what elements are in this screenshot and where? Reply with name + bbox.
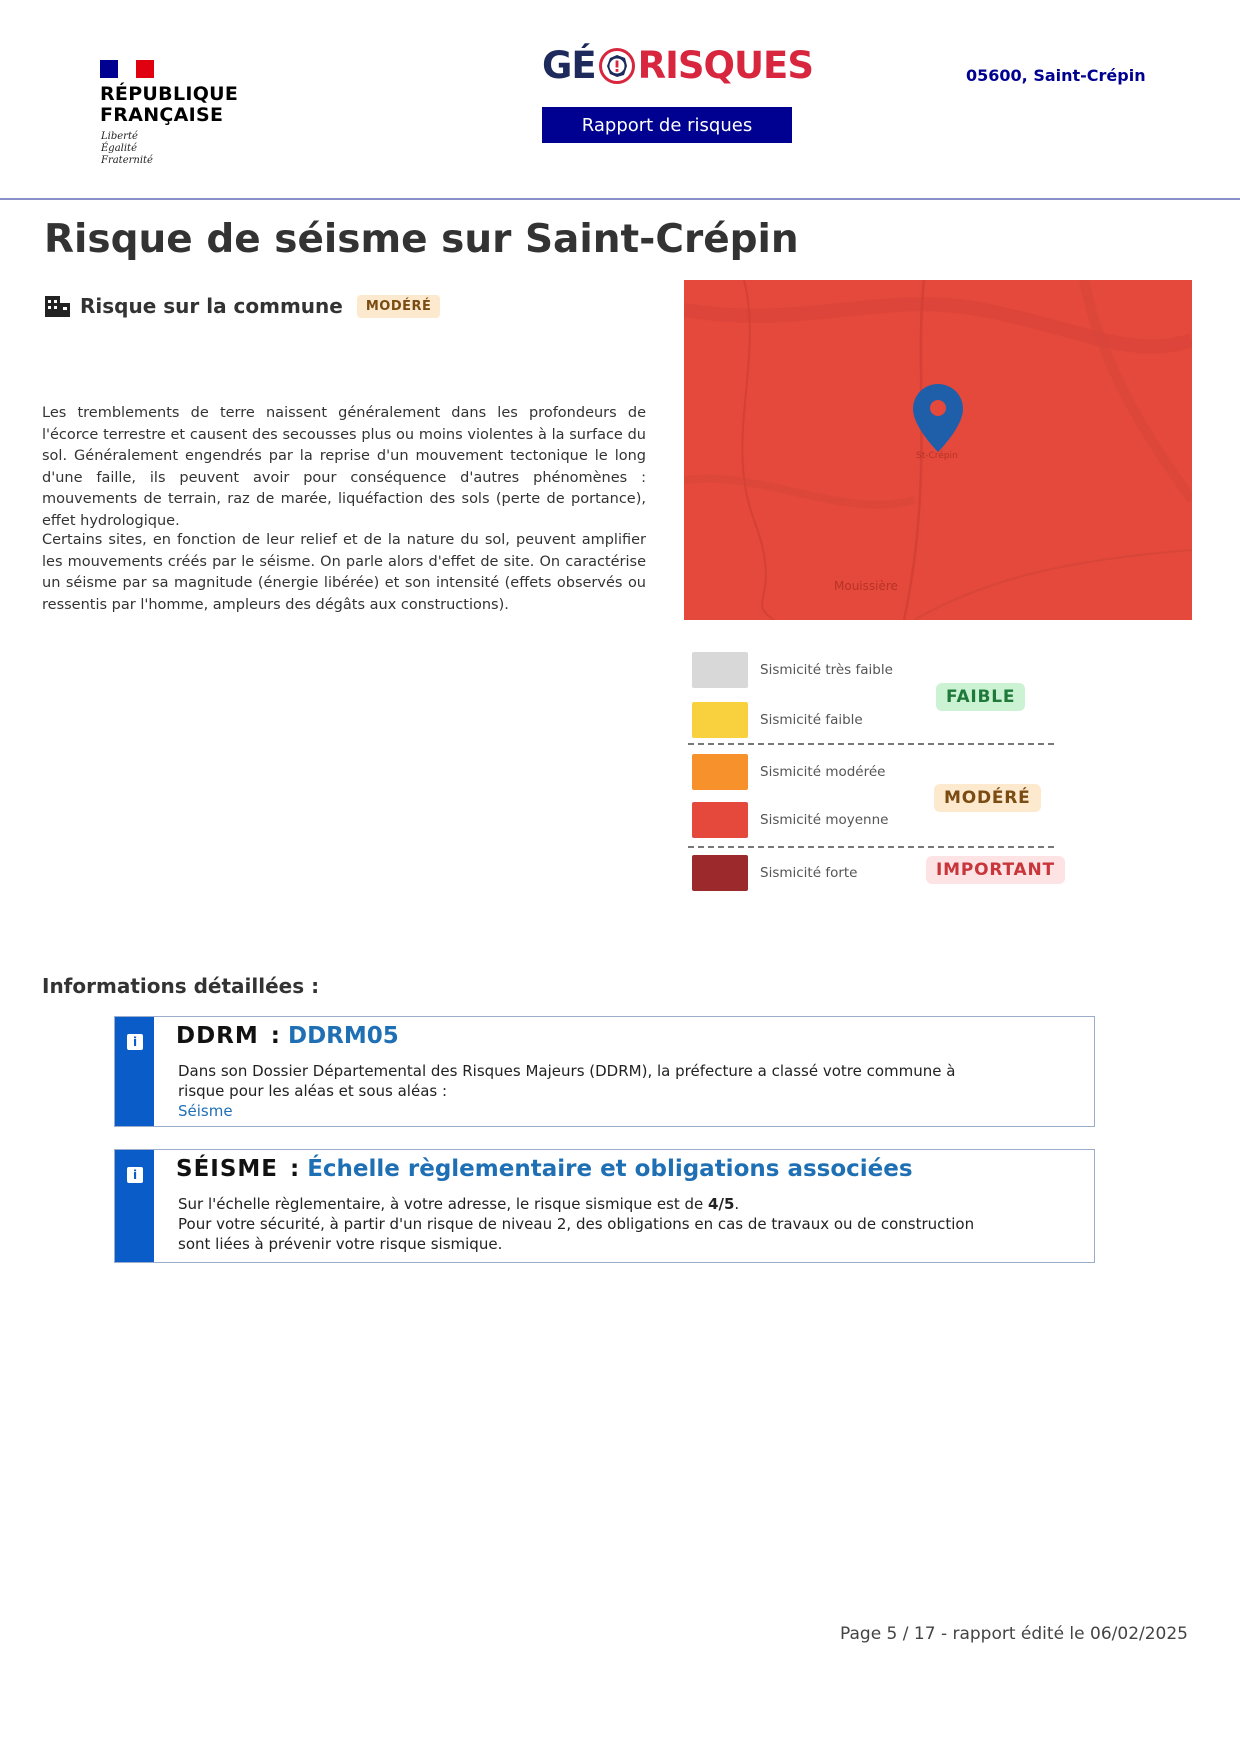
motto-liberte: Liberté xyxy=(101,131,138,142)
legend-divider-2 xyxy=(688,846,1054,848)
legend-swatch-forte xyxy=(692,855,748,891)
ddrm-separator: : xyxy=(270,1023,280,1049)
map-label-st-crepin: St-Crépin xyxy=(916,451,958,461)
header-divider xyxy=(0,198,1240,200)
page-footer: Page 5 / 17 - rapport édité le 06/02/2025 xyxy=(840,1624,1189,1644)
legend-label-moyenne: Sismicité moyenne xyxy=(760,812,889,828)
legend-label-tres-faible: Sismicité très faible xyxy=(760,662,893,678)
ddrm-value-link[interactable]: DDRM05 xyxy=(288,1023,399,1049)
seisme-value-link[interactable]: Échelle règlementaire et obligations associées xyxy=(307,1156,913,1182)
info-icon: i xyxy=(127,1167,143,1183)
page-title: Risque de séisme sur Saint-Crépin xyxy=(44,217,799,262)
seisme-text-before: Sur l'échelle règlementaire, à votre adresse, le risque sismique est de xyxy=(178,1195,709,1213)
seismic-map xyxy=(684,280,1192,620)
info-box-accent-bar xyxy=(115,1017,154,1126)
building-icon xyxy=(44,294,72,318)
report-type-banner: Rapport de risques xyxy=(542,107,792,143)
seisme-key: SÉISME xyxy=(176,1156,278,1182)
legend-divider-1 xyxy=(688,743,1054,745)
motto-egalite: Égalité xyxy=(101,143,137,154)
ddrm-key: DDRM xyxy=(176,1023,259,1049)
seisme-text-2: Pour votre sécurité, à partir d'un risque de niveau 2, des obligations en cas de travaux ou de construction sont liées à prévenir votre risque sismique. xyxy=(178,1215,975,1253)
legend-swatch-moderee xyxy=(692,754,748,790)
legend-badge-faible: FAIBLE xyxy=(936,683,1025,711)
legend-badge-important: IMPORTANT xyxy=(926,856,1065,884)
legend-badge-modere: MODÉRÉ xyxy=(934,784,1041,812)
ddrm-heading xyxy=(176,1023,399,1049)
republic-motto xyxy=(101,131,153,167)
france-warning-icon xyxy=(598,47,636,85)
commune-risk-label: Risque sur la commune xyxy=(80,294,343,318)
legend-label-moderee: Sismicité modérée xyxy=(760,764,886,780)
ddrm-text: Dans son Dossier Départemental des Risques Majeurs (DDRM), la préfecture a classé votre commune à risque pour les aléas et sous aléas : xyxy=(178,1062,956,1100)
georisques-logo xyxy=(542,44,813,87)
map-canvas xyxy=(684,280,1192,620)
ddrm-seisme-link[interactable]: Séisme xyxy=(178,1102,233,1120)
risk-level-badge: MODÉRÉ xyxy=(357,295,441,318)
seisme-heading xyxy=(176,1156,913,1182)
description-paragraph-2: Certains sites, en fonction de leur relief et de la nature du sol, peuvent amplifier les mouvements créés par le séisme. On parle alors d'effet de site. On caractérise un séisme par sa magnitude (énergie libérée) et son intensité (effets observés ou ressentis par l'homme, ampleurs des dégâts aux constructions). xyxy=(42,532,646,613)
description-paragraph-1: Les tremblements de terre naissent généralement dans les profondeurs de l'écorce terrestre et causent des secousses plus ou moins violentes à la surface du sol. Généralement engendrés par la reprise d'un mouvement tectonique le long d'une faille, ils peuvent avoir pour conséquence d'autres phénomènes : mouvements de terrain, raz de marée, liquéfaction des sols (perte de portance), effet hydrologique. xyxy=(42,405,646,529)
republique-line2: FRANÇAISE xyxy=(100,104,224,126)
details-title: Informations détaillées : xyxy=(42,974,320,998)
map-label-mouissiere: Mouissière xyxy=(834,579,898,593)
legend-swatch-tres-faible xyxy=(692,652,748,688)
seisme-separator: : xyxy=(290,1156,300,1182)
motto-fraternite: Fraternité xyxy=(101,155,153,166)
info-box-accent-bar xyxy=(115,1150,154,1262)
logo-text-left: GÉ xyxy=(542,44,596,87)
republique-line1: RÉPUBLIQUE xyxy=(100,83,239,105)
seisme-text-1 xyxy=(178,1194,978,1214)
ddrm-body xyxy=(178,1061,978,1121)
republique-francaise-logo xyxy=(100,84,238,126)
seisme-info-box xyxy=(114,1149,1095,1263)
ddrm-info-box xyxy=(114,1016,1095,1127)
commune-risk-row xyxy=(44,294,440,318)
legend-label-faible: Sismicité faible xyxy=(760,712,863,728)
seisme-level: 4/5 xyxy=(708,1195,735,1213)
legend-swatch-faible xyxy=(692,702,748,738)
french-flag-icon xyxy=(100,60,154,78)
seismicity-legend xyxy=(688,650,1058,900)
seisme-text-after: . xyxy=(734,1195,740,1213)
logo-text-right: RISQUES xyxy=(637,44,813,87)
address-label: 05600, Saint-Crépin xyxy=(966,66,1146,85)
seisme-body xyxy=(178,1194,978,1254)
legend-label-forte: Sismicité forte xyxy=(760,865,858,881)
legend-swatch-moyenne xyxy=(692,802,748,838)
info-icon: i xyxy=(127,1034,143,1050)
